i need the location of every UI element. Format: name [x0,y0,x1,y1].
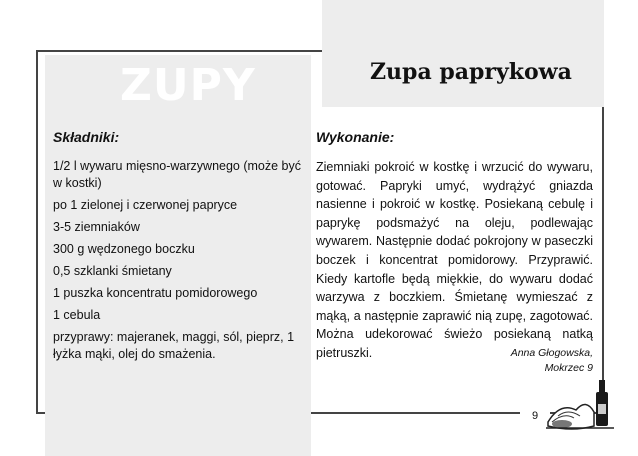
instructions-heading: Wykonanie: [316,129,395,145]
ingredient-item: 3-5 ziemniaków [53,220,140,234]
author-name: Anna Głogowska, [510,347,593,359]
ingredient-item: 0,5 szklanki śmietany [53,264,172,278]
food-and-wine-illustration-icon [546,372,614,434]
recipe-title: Zupa paprykowa [370,59,572,85]
ingredient-item: 1 puszka koncentratu pomidorowego [53,286,258,300]
ingredient-item: 300 g wędzonego boczku [53,242,195,256]
ingredient-item: 1 cebula [53,308,101,322]
ingredient-item: przyprawy: majeranek, maggi, sól, pieprz, 1 łyżka mąki, olej do smażenia. [53,330,295,361]
ingredient-item: 1/2 l wywaru mięsno-warzywnego (może być w kostki) [53,159,302,190]
author-place: Mokrzec 9 [544,362,593,374]
page-number: 9 [520,408,550,424]
ingredient-item: po 1 zielonej i czerwonej papryce [53,198,238,212]
title-header-background [322,0,604,107]
ingredients-list [53,158,303,368]
ingredients-heading: Składniki: [53,129,120,145]
section-title: ZUPY [120,60,256,111]
instructions-text: Ziemniaki pokroić w kostkę i wrzucić do wywaru, gotować. Papryki umyć, wydrążyć gniazda nasienne i pokroić w kostkę. Posiekaną cebulę i paprykę podsmażyć na oleju, podlewając wywarem. Następnie dodać pokrojony w paseczki boczek i koncentrat pomidorowy. Przyprawić. Kiedy kartofle będą miękkie, do wywaru dodać warzywa z boczkiem. Śmietanę wymieszać z mąką, a następnie zaprawić nią zupę, zagotować. Można udekorować świeżo posiekaną natką pietruszki. [316,160,593,360]
